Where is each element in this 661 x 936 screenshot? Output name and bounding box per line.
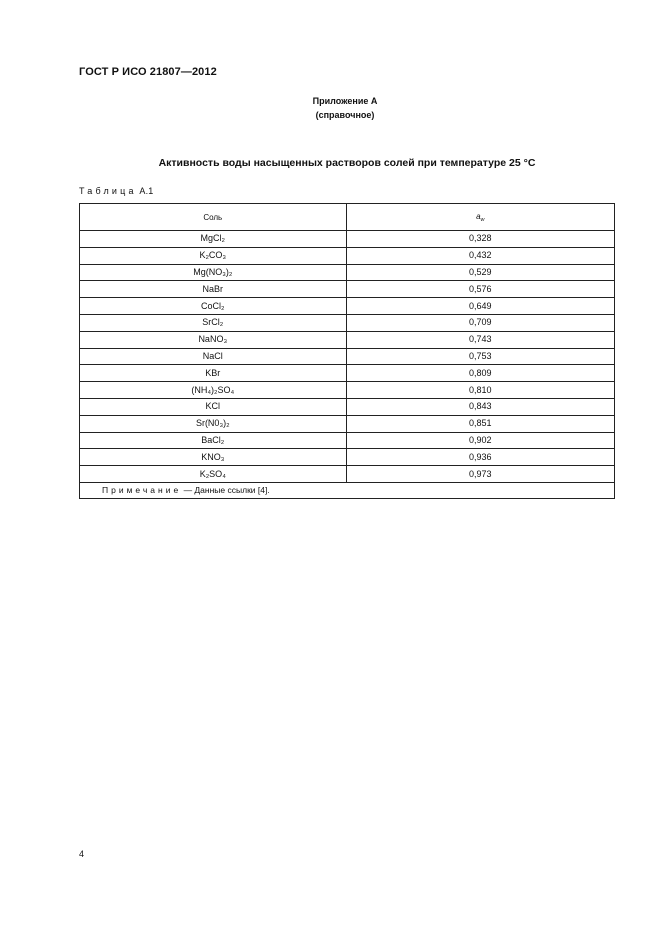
water-activity-cell: 0,851 bbox=[346, 415, 614, 432]
aw-symbol-main: a bbox=[476, 211, 481, 221]
water-activity-cell: 0,529 bbox=[346, 264, 614, 281]
water-activity-cell: 0,973 bbox=[346, 466, 614, 483]
salt-cell: Sr(N0₃)₂ bbox=[80, 415, 347, 432]
water-activity-cell: 0,709 bbox=[346, 314, 614, 331]
note-text: — Данные ссылки [4]. bbox=[181, 485, 270, 496]
salt-cell: K₂CO₃ bbox=[80, 247, 347, 264]
table-row bbox=[80, 348, 615, 365]
water-activity-cell: 0,649 bbox=[346, 298, 614, 315]
water-activity-cell: 0,936 bbox=[346, 449, 614, 466]
table-row bbox=[80, 365, 615, 382]
water-activity-cell: 0,743 bbox=[346, 331, 614, 348]
salt-cell: K₂SO₄ bbox=[80, 466, 347, 483]
salt-cell: SrCl₂ bbox=[80, 314, 347, 331]
page-number: 4 bbox=[79, 849, 85, 859]
table-row bbox=[80, 281, 615, 298]
appendix-heading bbox=[0, 94, 661, 122]
salt-cell: KCl bbox=[80, 398, 347, 415]
table-row bbox=[80, 298, 615, 315]
table-row bbox=[80, 432, 615, 449]
water-activity-cell: 0,328 bbox=[346, 231, 614, 248]
section-title: Активность воды насыщенных растворов солей при температуре 25 °С bbox=[158, 157, 536, 169]
table-row bbox=[80, 264, 615, 281]
table-note-row bbox=[80, 482, 615, 498]
water-activity-cell: 0,843 bbox=[346, 398, 614, 415]
table-header-row bbox=[80, 204, 615, 231]
salt-cell: KNO₃ bbox=[80, 449, 347, 466]
table-note bbox=[80, 482, 615, 498]
note-label: Примечание bbox=[102, 485, 182, 496]
table-row bbox=[80, 231, 615, 248]
water-activity-table bbox=[79, 203, 615, 499]
salt-cell: NaCl bbox=[80, 348, 347, 365]
table-row bbox=[80, 466, 615, 483]
table-row bbox=[80, 398, 615, 415]
column-header-salt: Соль bbox=[80, 204, 347, 231]
table-row bbox=[80, 331, 615, 348]
table-row bbox=[80, 314, 615, 331]
salt-cell: BaCl₂ bbox=[80, 432, 347, 449]
document-header: ГОСТ Р ИСО 21807—2012 bbox=[79, 66, 217, 78]
table-row bbox=[80, 247, 615, 264]
salt-cell: NaNO₃ bbox=[80, 331, 347, 348]
water-activity-cell: 0,753 bbox=[346, 348, 614, 365]
salt-cell: CoCl₂ bbox=[80, 298, 347, 315]
table-caption-number: А.1 bbox=[139, 186, 154, 196]
table-row bbox=[80, 415, 615, 432]
water-activity-cell: 0,809 bbox=[346, 365, 614, 382]
water-activity-cell: 0,902 bbox=[346, 432, 614, 449]
table-caption-prefix: Таблица bbox=[79, 186, 137, 196]
salt-cell: NaBr bbox=[80, 281, 347, 298]
table-body bbox=[80, 231, 615, 483]
aw-symbol-subscript: w bbox=[480, 216, 485, 223]
appendix-subtitle: (справочное) bbox=[315, 110, 375, 120]
water-activity-cell: 0,576 bbox=[346, 281, 614, 298]
salt-cell: Mg(NO₃)₂ bbox=[80, 264, 347, 281]
appendix-title: Приложение А bbox=[312, 96, 378, 106]
salt-cell: (NH₄)₂SO₄ bbox=[80, 382, 347, 399]
column-header-water-activity bbox=[346, 204, 614, 231]
aw-symbol bbox=[476, 212, 484, 221]
salt-cell: MgCl₂ bbox=[80, 231, 347, 248]
salt-cell: KBr bbox=[80, 365, 347, 382]
water-activity-cell: 0,810 bbox=[346, 382, 614, 399]
table-row bbox=[80, 382, 615, 399]
table-caption bbox=[79, 186, 154, 196]
table-row bbox=[80, 449, 615, 466]
water-activity-cell: 0,432 bbox=[346, 247, 614, 264]
